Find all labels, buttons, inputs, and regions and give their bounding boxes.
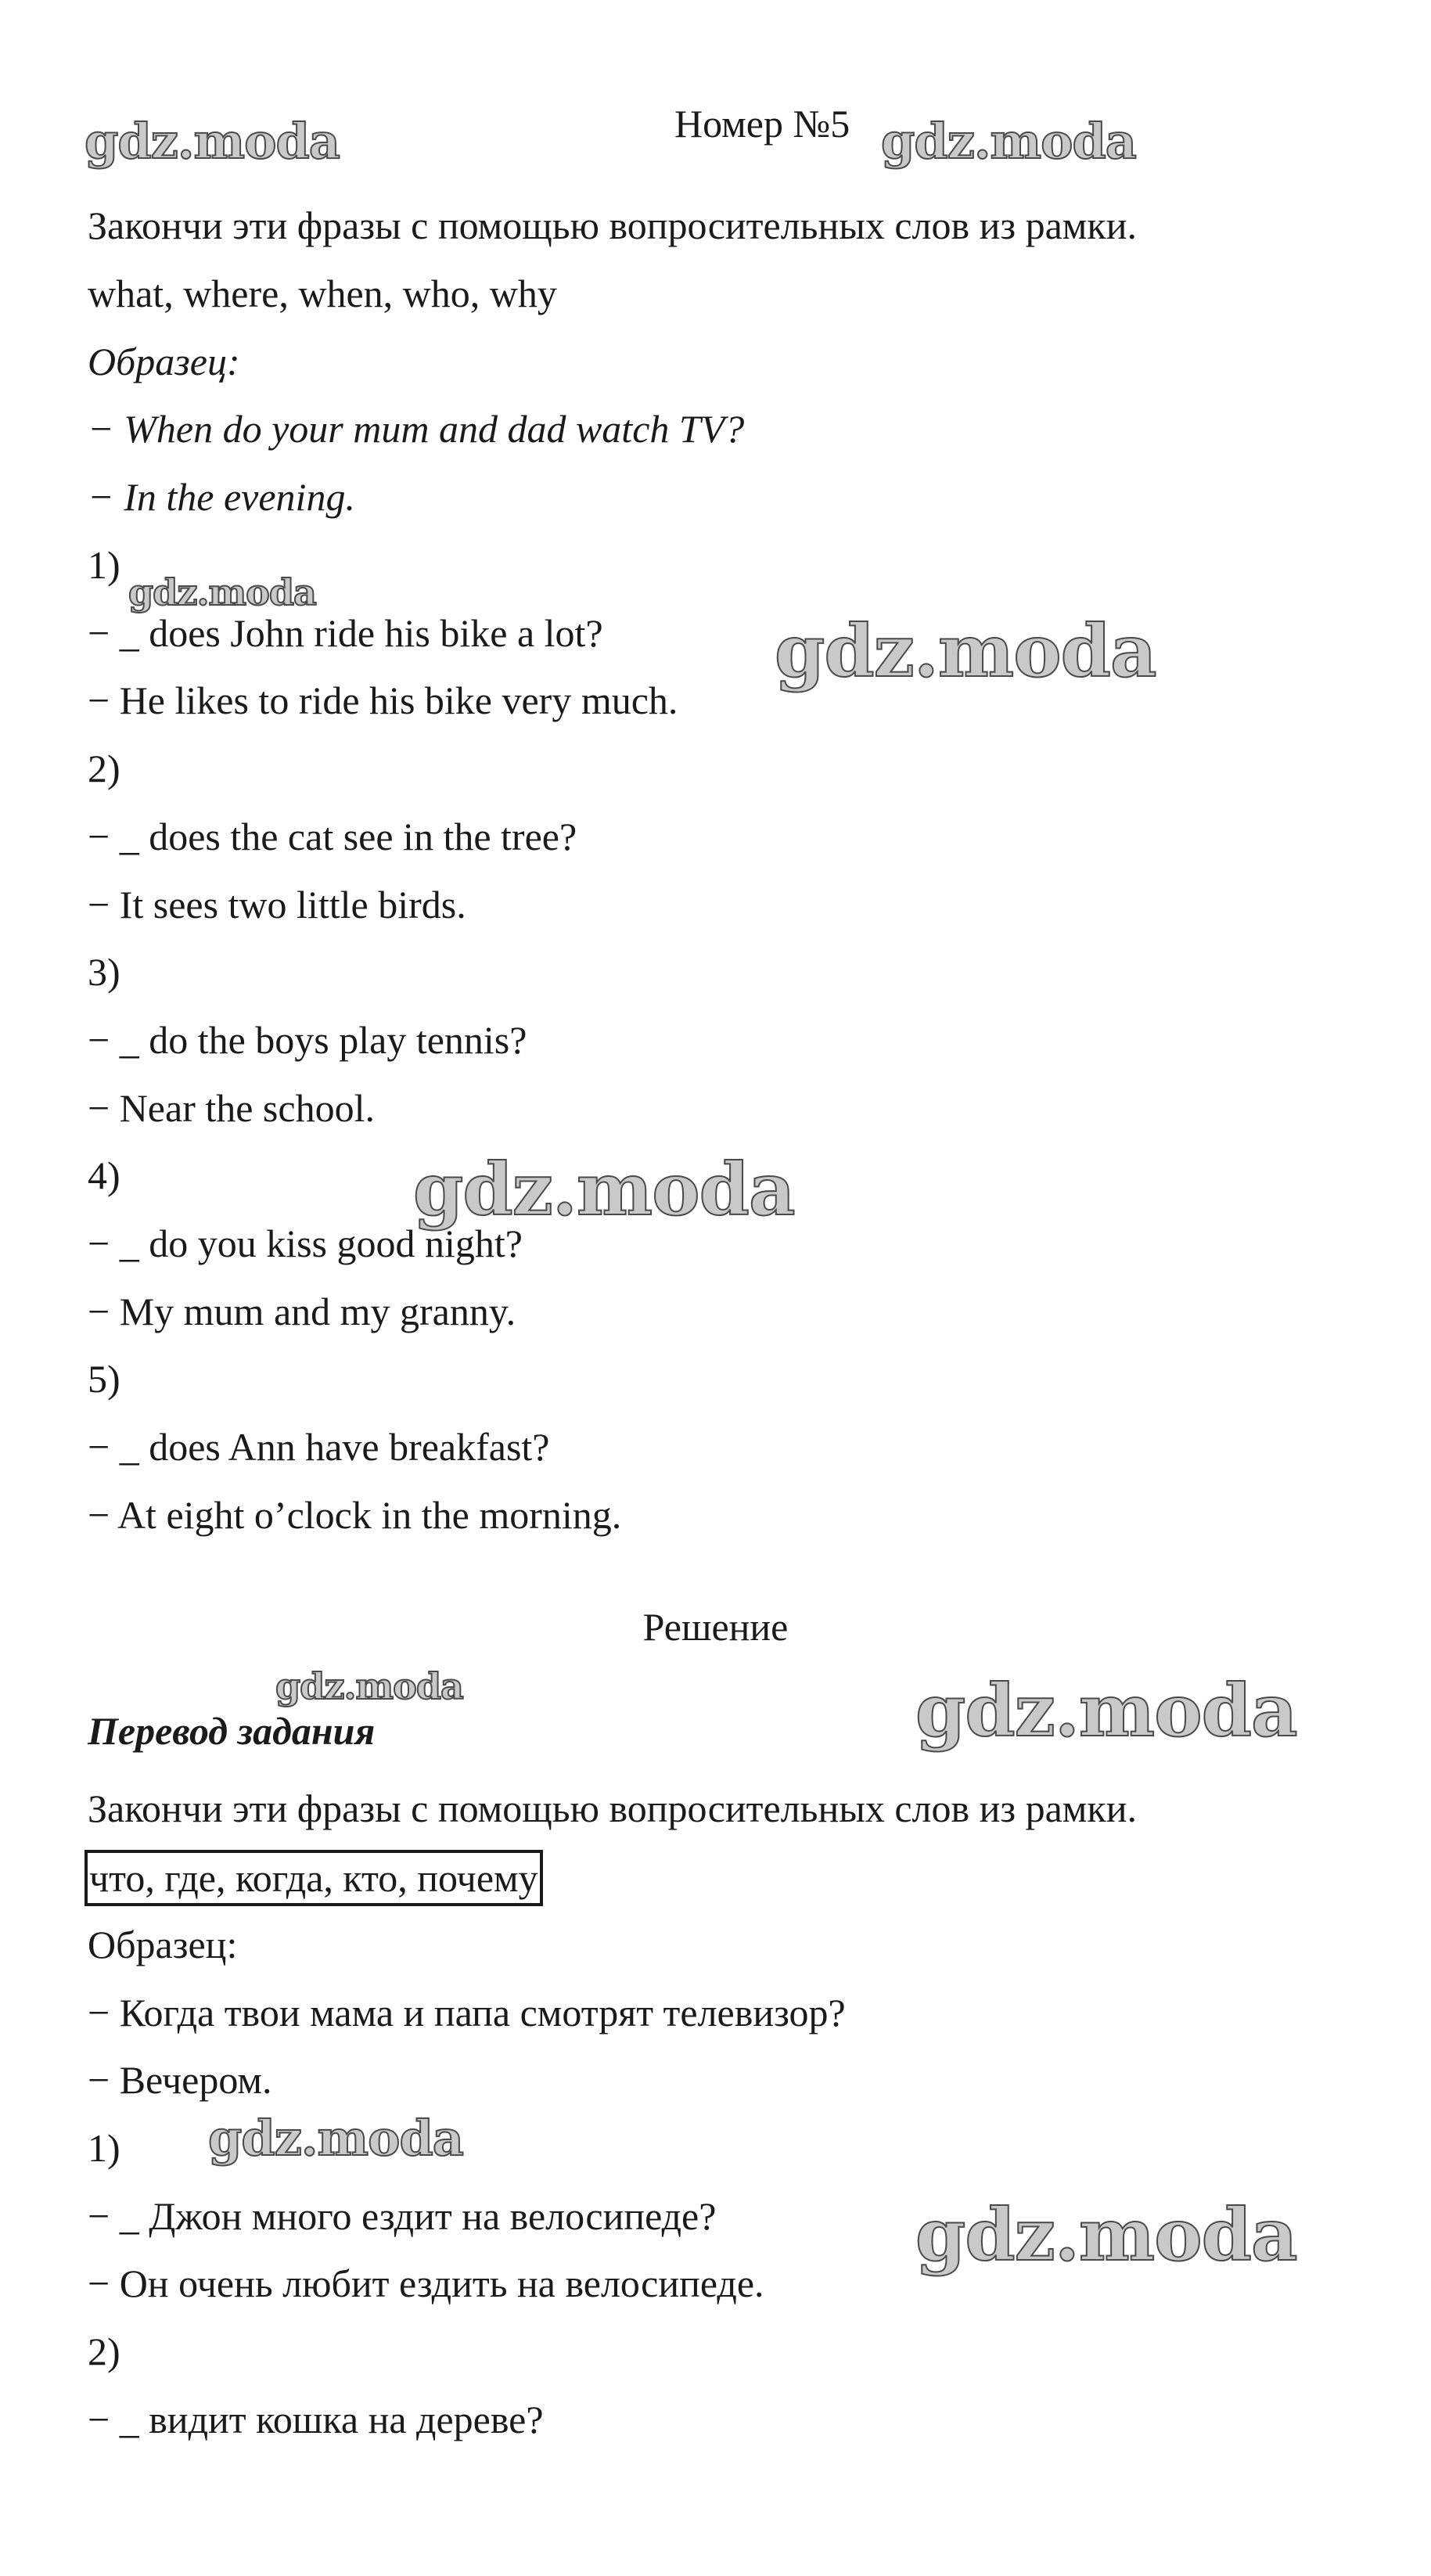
watermark-logo: gdz.moda <box>208 2110 463 2167</box>
solution-heading: Решение <box>642 1605 789 1649</box>
translation-sample-question: − Когда твои мама и папа смотрят телевизор? <box>88 1991 846 2035</box>
translation-sample-label: Образец: <box>88 1923 238 1966</box>
watermark-logo: gdz.moda <box>413 1147 795 1232</box>
watermark-logo: gdz.moda <box>915 2193 1297 2277</box>
watermark-logo: gdz.moda <box>128 571 316 613</box>
item-question: − _ do you kiss good night? <box>88 1221 523 1265</box>
item-answer: − My mum and my granny. <box>88 1290 516 1333</box>
item-question: − _ does Ann have breakfast? <box>88 1425 550 1469</box>
sample-label: Образец: <box>88 340 240 383</box>
item-answer: − It sees two little birds. <box>88 883 466 926</box>
item-answer: − Near the school. <box>88 1086 375 1130</box>
item-question: − _ does the cat see in the tree? <box>88 815 577 858</box>
word-box: что, где, когда, кто, почему <box>84 1850 543 1906</box>
watermark-logo: gdz.moda <box>275 1665 463 1707</box>
item-answer: − He likes to ride his bike very much. <box>88 678 678 722</box>
watermark-logo: gdz.moda <box>84 113 340 170</box>
item-number: 4) <box>88 1153 120 1197</box>
task-word-list: what, where, when, who, why <box>88 272 557 315</box>
watermark-logo: gdz.moda <box>881 113 1136 170</box>
item-number: 2) <box>88 747 120 790</box>
item-question: − _ does John ride his bike a lot? <box>88 611 603 655</box>
translation-item-number: 2) <box>88 2330 120 2373</box>
page-title: Номер №5 <box>674 102 850 146</box>
translation-title: Перевод задания <box>88 1709 376 1753</box>
translation-sample-answer: − Вечером. <box>88 2058 272 2102</box>
item-number: 5) <box>88 1357 120 1401</box>
translation-item-answer: − Он очень любит ездить на велосипеде. <box>88 2261 764 2305</box>
translation-instruction: Закончи эти фразы с помощью вопросительных слов из рамки. <box>88 1786 1137 1830</box>
sample-answer: − In the evening. <box>88 475 355 519</box>
translation-word-box <box>88 1853 543 1906</box>
item-number: 1) <box>88 543 120 587</box>
sample-question: − When do your mum and dad watch TV? <box>88 407 745 451</box>
translation-item-question: − _ видит кошка на дереве? <box>88 2398 544 2441</box>
task-instruction: Закончи эти фразы с помощью вопросительных слов из рамки. <box>88 203 1137 247</box>
translation-item-number: 1) <box>88 2126 120 2170</box>
item-question: − _ do the boys play tennis? <box>88 1018 527 1062</box>
watermark-logo: gdz.moda <box>775 609 1156 693</box>
item-answer: − At eight o’clock in the morning. <box>88 1493 622 1537</box>
item-number: 3) <box>88 950 120 994</box>
watermark-logo: gdz.moda <box>915 1668 1297 1753</box>
translation-item-question: − _ Джон много ездит на велосипеде? <box>88 2194 717 2238</box>
